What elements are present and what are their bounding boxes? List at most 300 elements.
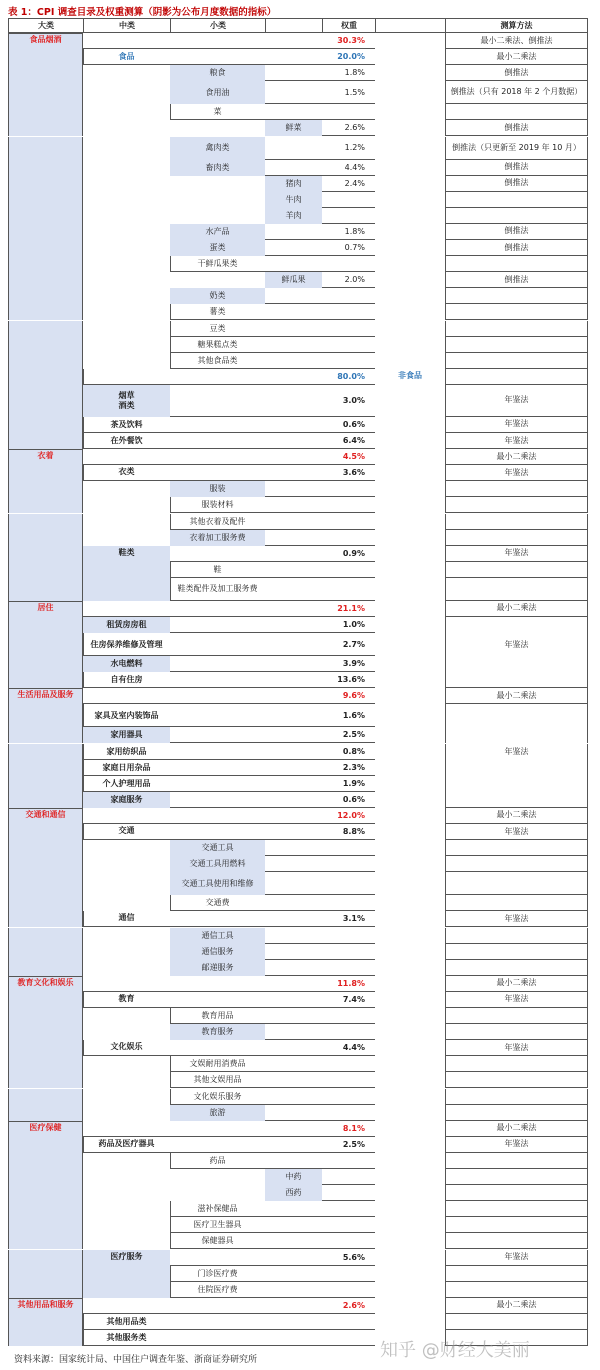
zhong-label: 家用器具 [83,727,170,743]
method-cell [445,1314,588,1330]
sub-label: 猪肉 [265,176,322,192]
zhong-label: 医疗服务 [83,1250,170,1266]
xiao-label: 通信工具 [170,928,265,944]
weight-value: 1.8% [344,226,365,236]
da-label: 生活用品及服务 [17,690,74,700]
da-label: 交通和通信 [25,809,66,819]
table-row [0,337,600,353]
method-cell: 年鉴法 [445,385,588,417]
table-row [0,369,600,385]
category-cell [8,824,83,840]
method-cell: 倒推法 [445,240,588,256]
weight-value: 0.8% [342,746,365,756]
sub-label: 牛肉 [265,192,322,208]
method-cell [445,1024,588,1040]
xiao-label: 交通工具用燃料 [170,856,265,872]
category-cell [8,1314,83,1330]
zhong-label: 药品及医疗器具 [98,1138,155,1148]
zhong-label: 租赁房房租 [83,617,170,633]
xiao-label: 文娱耐用消费品 [189,1059,246,1069]
method-cell: 倒推法 [445,176,588,192]
method-cell [445,776,588,792]
header-method: 测算方法 [445,18,588,33]
method-cell [445,1089,588,1105]
zhong-label: 家庭服务 [83,792,170,808]
weight-value: 2.7% [342,639,365,649]
table-row [0,928,600,944]
table-row [0,1153,600,1169]
method-cell: 倒推法 [445,224,588,240]
xiao-label: 菜 [213,107,222,117]
method-cell [445,1266,588,1282]
table-row [0,1024,600,1040]
zhong-shade-cell [83,1266,170,1282]
method-cell: 最小二乘法 [445,49,588,65]
weight-value: 20.0% [337,52,365,62]
zhong-label: 家庭日用杂品 [102,762,151,772]
category-cell [8,1056,83,1072]
xiao-label: 保健器具 [201,1236,234,1246]
zhong-label: 个人护理用品 [102,778,151,788]
category-cell [8,1024,83,1040]
method-cell [445,304,588,320]
da-label: 教育文化和娱乐 [17,977,74,987]
table-row [0,727,600,743]
table-row [0,1217,600,1233]
xiao-label: 医疗卫生器具 [193,1220,242,1230]
zhong-label: 在外餐饮 [110,436,143,446]
header-weight: 权重 [322,18,375,33]
table-row [0,1201,600,1217]
weight-value: 9.6% [342,691,365,701]
category-cell [8,224,83,240]
table-row [0,465,600,481]
da-label: 居住 [37,602,54,612]
table-row [0,911,600,927]
table-row [0,1169,600,1185]
weight-value: 0.9% [342,548,365,558]
category-cell [8,192,83,208]
category-cell [8,256,83,272]
method-cell [445,369,588,385]
method-cell [445,1072,588,1088]
method-cell [445,1233,588,1249]
table-row [0,224,600,240]
da-label: 医疗保健 [29,1122,62,1132]
category-cell [8,272,83,288]
zhong-shade-cell [83,578,170,601]
zhong-label: 交通 [118,826,135,835]
xiao-label: 其他食品类 [197,355,238,365]
zhong-label: 文化娱乐 [110,1042,143,1052]
method-cell [445,872,588,895]
weight-value: 1.5% [344,87,365,97]
method-cell: 年鉴法 [445,1250,588,1266]
category-cell [8,928,83,944]
weight-value: 2.6% [344,123,365,133]
xiao-label: 糖果糕点类 [197,339,238,349]
category-cell [8,840,83,856]
table-row [0,633,600,656]
category-cell [8,704,83,727]
method-cell: 年鉴法 [445,1137,588,1153]
weight-value: 4.4% [342,1043,365,1053]
category-cell [8,1153,83,1169]
category-cell [8,1185,83,1201]
table-row [0,497,600,513]
method-cell [445,944,588,960]
table-row [0,992,600,1008]
method-cell [445,727,588,743]
category-cell [8,856,83,872]
table-row [0,49,600,65]
category-cell [8,1266,83,1282]
xiao-label: 门诊医疗费 [197,1268,238,1278]
category-cell [8,1201,83,1217]
table-row [0,601,600,617]
sub-label: 西药 [265,1185,322,1201]
weight-value: 1.0% [342,620,365,630]
table-row [0,1233,600,1249]
weight-value: 0.7% [344,243,365,253]
table-row [0,895,600,911]
method-cell [445,353,588,369]
weight-value: 8.8% [342,827,365,837]
table-row [0,808,600,824]
method-cell [445,840,588,856]
method-cell [445,1217,588,1233]
weight-value: 6.4% [342,436,365,446]
weight-value: 2.3% [342,762,365,772]
weight-value: 2.6% [342,1300,365,1310]
table-row [0,240,600,256]
method-cell [445,192,588,208]
weight-value: 1.9% [342,778,365,788]
table-row [0,760,600,776]
table-row [0,656,600,672]
category-cell [8,672,83,688]
weight-value: 4.5% [342,452,365,462]
table-header [0,18,600,33]
nonfood-label: 非食品 [398,370,422,380]
header-blank [265,18,322,33]
method-cell: 年鉴法 [445,633,588,656]
category-cell [8,240,83,256]
xiao-label: 畜肉类 [170,160,265,176]
weight-value: 7.4% [342,994,365,1004]
method-cell: 年鉴法 [445,465,588,481]
method-cell [445,481,588,497]
xiao-label: 蛋类 [170,240,265,256]
category-cell [8,288,83,304]
category-cell [8,353,83,369]
table-row [0,304,600,320]
method-cell [445,104,588,120]
method-cell: 最小二乘法 [445,449,588,465]
sub-label: 鲜瓜果 [265,272,322,288]
watermark: 知乎 @财经大美丽 [380,1340,530,1361]
zhong-shade-cell [83,1282,170,1298]
weight-value: 1.6% [342,710,365,720]
category-cell [8,137,83,160]
table-row [0,1105,600,1121]
table-row [0,840,600,856]
method-cell: 最小二乘法 [445,1121,588,1137]
table-row [0,578,600,601]
method-cell: 最小二乘法 [445,601,588,617]
zhong-label: 茶及饮料 [110,419,143,429]
method-cell [445,895,588,911]
weight-value: 8.1% [342,1123,365,1133]
xiao-label: 药品 [209,1155,226,1165]
xiao-label: 薯类 [209,307,226,317]
category-cell [8,1008,83,1024]
table-row [0,792,600,808]
method-cell [445,704,588,727]
weight-value: 3.1% [342,914,365,924]
method-cell: 年鉴法 [445,433,588,449]
method-cell [445,497,588,513]
table-row [0,744,600,760]
table-row [0,1266,600,1282]
method-cell [445,1185,588,1201]
weight-value: 3.6% [342,468,365,478]
xiao-label: 交通工具使用和维修 [170,872,265,895]
table-row [0,514,600,530]
table-row [0,1314,600,1330]
table-row [0,546,600,562]
zhong-label: 其他服务类 [106,1333,147,1343]
category-cell [8,49,83,65]
table-row [0,1008,600,1024]
method-cell: 年鉴法 [445,992,588,1008]
xiao-label: 交通费 [205,898,230,908]
table-row [0,385,600,417]
xiao-label: 文化娱乐服务 [193,1091,242,1101]
xiao-label: 服装 [170,481,265,497]
method-cell [445,256,588,272]
weight-value: 0.6% [342,419,365,429]
category-cell [8,656,83,672]
category-cell [8,385,83,417]
table-row [0,137,600,160]
method-cell [445,960,588,976]
category-cell [8,1105,83,1121]
method-cell [445,1008,588,1024]
weight-value: 2.0% [344,275,365,285]
xiao-label: 鞋 [213,564,222,574]
table-row [0,1185,600,1201]
table-row [0,976,600,992]
category-cell [8,944,83,960]
xiao-label: 教育用品 [201,1011,234,1021]
xiao-label: 通信服务 [170,944,265,960]
table-row [0,433,600,449]
sub-label: 鲜菜 [265,120,322,136]
zhong-label: 自有住房 [110,675,143,685]
xiao-label: 衣着加工服务费 [170,530,265,546]
zhong-label: 其他用品类 [106,1316,147,1326]
table-row [0,288,600,304]
weight-value: 1.2% [344,143,365,152]
zhong-label [83,369,170,385]
category-cell [8,792,83,808]
method-cell: 倒推法 [445,160,588,176]
table-row [0,321,600,337]
zhong-label: 烟草 酒类 [83,385,170,417]
zhong-label: 鞋类 [83,546,170,562]
header-xiao: 小类 [170,18,265,33]
table-row [0,562,600,578]
xiao-label: 滋补保健品 [197,1204,238,1214]
category-cell [8,1089,83,1105]
category-cell [8,530,83,546]
category-cell [8,176,83,192]
method-cell [445,617,588,633]
category-cell [8,120,83,136]
category-cell [8,81,83,104]
table-row [0,688,600,704]
category-cell [8,872,83,895]
weight-value: 30.3% [337,36,365,46]
table-row [0,672,600,688]
method-cell [445,321,588,337]
category-cell [8,1169,83,1185]
method-cell: 倒推法 [445,272,588,288]
method-cell [445,1282,588,1298]
category-cell [8,208,83,224]
method-cell: 最小二乘法 [445,1298,588,1314]
method-cell [445,1169,588,1185]
category-cell [8,1233,83,1249]
zhong-label: 住房保养维修及管理 [90,639,163,649]
method-cell [445,792,588,808]
category-cell [8,465,83,481]
category-cell [8,776,83,792]
weight-value: 4.4% [344,162,365,172]
table-row [0,944,600,960]
category-cell [8,514,83,530]
method-cell [445,337,588,353]
method-cell: 年鉴法 [445,417,588,433]
header-da: 大类 [8,18,83,33]
table-row [0,417,600,433]
method-cell: 最小二乘法 [445,688,588,704]
category-cell [8,304,83,320]
method-cell [445,1105,588,1121]
table-row [0,481,600,497]
xiao-label: 禽肉类 [170,137,265,160]
table-row [0,160,600,176]
table-row [0,704,600,727]
method-cell: 最小二乘法 [445,976,588,992]
category-cell [8,1072,83,1088]
table-row [0,872,600,895]
method-cell [445,578,588,601]
table-row [0,65,600,81]
method-cell [445,1201,588,1217]
category-cell [8,992,83,1008]
weight-value: 13.6% [337,675,365,685]
table-row [0,33,600,49]
method-cell [445,1153,588,1169]
xiao-label: 邮递服务 [170,960,265,976]
sub-label: 中药 [265,1169,322,1185]
method-cell [445,562,588,578]
method-cell [445,672,588,688]
category-cell [8,321,83,337]
category-cell [8,760,83,776]
zhong-label: 通信 [118,913,135,923]
zhong-shade-cell [83,562,170,578]
table-row [0,617,600,633]
header-blank-2 [375,18,445,33]
xiao-label: 奶类 [170,288,265,304]
method-cell [445,288,588,304]
xiao-label: 服装材料 [201,500,234,510]
category-cell [8,633,83,656]
method-cell: 年鉴法 [445,911,588,927]
table-title: 表 1：CPI 调查目录及权重测算（阴影为公布月度数据的指标） [8,7,277,18]
weight-value: 80.0% [337,371,365,381]
category-cell [8,65,83,81]
category-cell [8,1137,83,1153]
header-zhong: 中类 [83,18,170,33]
table-row [0,1282,600,1298]
weight-value: 5.6% [342,1252,365,1262]
table-row [0,192,600,208]
xiao-label: 豆类 [209,323,226,333]
weight-value: 11.8% [337,978,365,988]
table-row [0,449,600,465]
table-row [0,353,600,369]
method-cell: 倒推法（只有 2018 年 2 个月数据） [445,81,588,104]
category-cell [8,160,83,176]
weight-value: 1.8% [344,68,365,78]
zhong-label: 教育 [118,993,135,1003]
method-cell: 年鉴法 [445,744,588,760]
table-row [0,1121,600,1137]
table-row [0,1072,600,1088]
method-cell [445,856,588,872]
category-cell [8,578,83,601]
method-cell: 倒推法 [445,120,588,136]
table-row [0,960,600,976]
method-cell: 最小二乘法、倒推法 [445,33,588,49]
weight-value: 3.0% [342,395,365,405]
zhong-label: 家用纺织品 [106,746,147,756]
xiao-label: 其他衣着及配件 [189,516,246,526]
weight-value: 2.5% [342,730,365,740]
weight-value: 2.4% [344,178,365,188]
xiao-label: 住院医疗费 [197,1284,238,1294]
category-cell [8,911,83,927]
xiao-label: 鞋类配件及加工服务费 [177,584,258,594]
method-cell [445,1056,588,1072]
table-row [0,824,600,840]
category-cell [8,1217,83,1233]
method-cell: 最小二乘法 [445,808,588,824]
category-cell [8,497,83,513]
table-row [0,1137,600,1153]
table-row [0,1040,600,1056]
xiao-label: 干鲜瓜果类 [197,259,238,269]
weight-value: 21.1% [337,603,365,613]
category-cell [8,546,83,562]
table-row [0,104,600,120]
weight-value: 0.6% [342,794,365,804]
table-row [0,1250,600,1266]
